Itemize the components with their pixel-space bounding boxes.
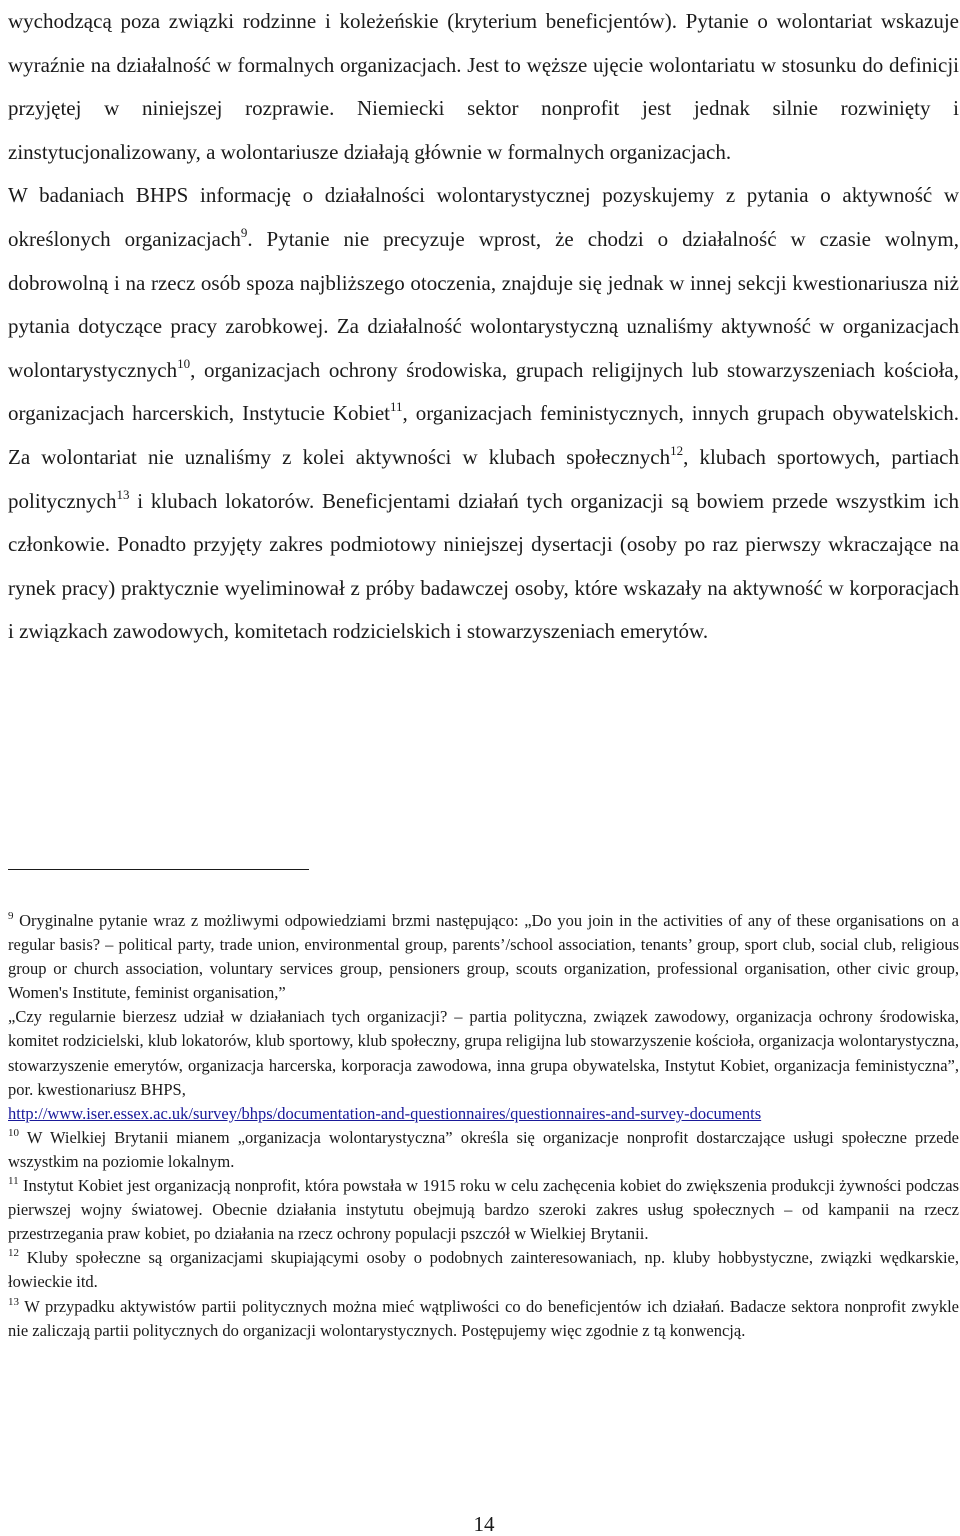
footnote-9-text: Oryginalne pytanie wraz z możliwymi odpowiedziami brzmi następująco: „Do you join in the activities of any of these organisations on a regular basis? – political party, trade union, environmental group, parents’/school association, tenants’ group, sport club, social club, religious group or church association, voluntary services group, pensioners group, scouts organization, professional organisation, other civic group, Women's Institute, feminist organisation,” <box>8 911 959 1003</box>
paragraph-2-part-5: , klubach sportowych, partiach politycznych <box>8 444 959 513</box>
paragraph-2-part-3: , organizacjach ochrony środowiska, grupach religijnych lub stowarzyszeniach kościoła, organizacjach harcerskich, Instytucie Kobiet <box>8 357 959 426</box>
paragraph-2 <box>8 174 959 654</box>
paragraph-1: wychodzącą poza związki rodzinne i koleżeńskie (kryterium beneficjentów). Pytanie o wolontariat wskazuje wyraźnie na działalność w formalnych organizacjach. Jest to węższe ujęcie wolontariatu w stosunku do definicji przyjętej w niniejszej rozprawie. Niemiecki sektor nonprofit jest jednak silnie rozwinięty i zinstytucjonalizowany, a wolontariusze działają głównie w formalnych organizacjach. <box>8 9 959 164</box>
footnote-separator <box>8 869 309 870</box>
footnotes <box>8 909 959 1343</box>
paragraph-2-part-2: . Pytanie nie precyzuje wprost, że chodzi o działalność w czasie wolnym, dobrowolną i na rzecz osób spoza najbliższego otoczenia, znajduje się jednak w innej sekcji kwestionariusza niż pytania dotyczące pracy zarobkowej. Za działalność wolontarystyczną uznaliśmy aktywność w organizacjach wolontarystycznych <box>8 226 959 382</box>
footnote-number-13: 13 <box>8 1295 19 1308</box>
footnote-number-12: 12 <box>8 1247 19 1260</box>
footnote-11 <box>8 1174 959 1246</box>
footnote-ref-10[interactable]: 10 <box>177 355 191 371</box>
footnote-13-text: W przypadku aktywistów partii politycznych można mieć wątpliwości co do beneficjentów ich działań. Badacze sektora nonprofit zwykle nie zaliczają partii politycznych do organizacji wolontarystycznych. Postępujemy więc zgodnie z tą konwencją. <box>8 1296 959 1340</box>
footnote-11-text: Instytut Kobiet jest organizacją nonprofit, która powstała w 1915 roku w celu zachęcenia kobiet do zwiększenia produkcji żywności podczas pierwszej wojny światowej. Obecnie działania instytutu obejmują bardzo szeroki zakres usług społecznych – od kampanii na rzecz przestrzegania praw kobiet, po działania na rzecz ochrony populacji pszczół w Wielkiej Brytanii. <box>8 1176 959 1244</box>
footnote-12 <box>8 1246 959 1294</box>
paragraph-2-part-1: W badaniach BHPS informację o działalności wolontarystycznej pozyskujemy z pytania o aktywność w określonych organizacjach <box>8 183 959 251</box>
footnote-9 <box>8 909 959 1005</box>
footnote-ref-12[interactable]: 12 <box>670 442 684 458</box>
paragraph-2-part-6: i klubach lokatorów. Beneficjentami działań tych organizacji są bowiem przede wszystkim ich członkowie. Ponadto przyjęty zakres podmiotowy niniejszej dysertacji (osoby po raz pierwszy wkraczające na rynek pracy) praktycznie wyeliminował z próby badawczej osoby, które wskazały na aktywność w korporacjach i związkach zawodowych, komitetach rodzicielskich i stowarzyszeniach emerytów. <box>8 488 959 644</box>
paragraph-2-part-4: , organizacjach feministycznych, innych grupach obywatelskich. Za wolontariat nie uznaliśmy z kolei aktywności w klubach społecznych <box>8 401 959 469</box>
footnote-ref-13[interactable]: 13 <box>116 486 130 502</box>
footnote-13 <box>8 1295 959 1343</box>
page-number: 14 <box>473 1512 495 1536</box>
footnote-number-10: 10 <box>8 1126 19 1139</box>
footnote-9-link-line <box>8 1102 959 1126</box>
footnote-9-continuation <box>8 1005 959 1101</box>
footnote-ref-9[interactable]: 9 <box>240 224 248 240</box>
footnote-ref-11[interactable]: 11 <box>389 399 403 415</box>
footnote-10-text: W Wielkiej Brytanii mianem „organizacja wolontarystyczna” określa się organizacje nonprofit dostarczające usługi społeczne przede wszystkim na poziomie lokalnym. <box>8 1127 959 1171</box>
main-text <box>8 0 959 654</box>
footnote-9-text-2: „Czy regularnie bierzesz udział w działaniach tych organizacji? – partia polityczna, związek zawodowy, organizacja ochrony środowiska, komitet rodzicielski, klub lokatorów, klub sportowy, klub społeczny, grupa religijna lub stowarzyszenie kościoła, organizacja wolontarystyczna, stowarzyszenie emerytów, organizacja harcerska, korporacja zawodowa, inna grupa obywatelska, Instytut Kobiet, organizacja feministyczna”, por. kwestionariusz BHPS, <box>8 1007 959 1099</box>
footnote-number-11: 11 <box>8 1175 19 1188</box>
footnote-number-9: 9 <box>8 910 14 922</box>
footnote-10 <box>8 1126 959 1174</box>
questionnaire-link[interactable]: http://www.iser.essex.ac.uk/survey/bhps/documentation-and-questionnaires/questionnaires-and-survey-documents <box>8 1103 762 1123</box>
footnote-12-text: Kluby społeczne są organizacjami skupiającymi osoby o podobnych zainteresowaniach, np. kluby hobbystyczne, związki wędkarskie, łowieckie itd. <box>8 1248 959 1292</box>
